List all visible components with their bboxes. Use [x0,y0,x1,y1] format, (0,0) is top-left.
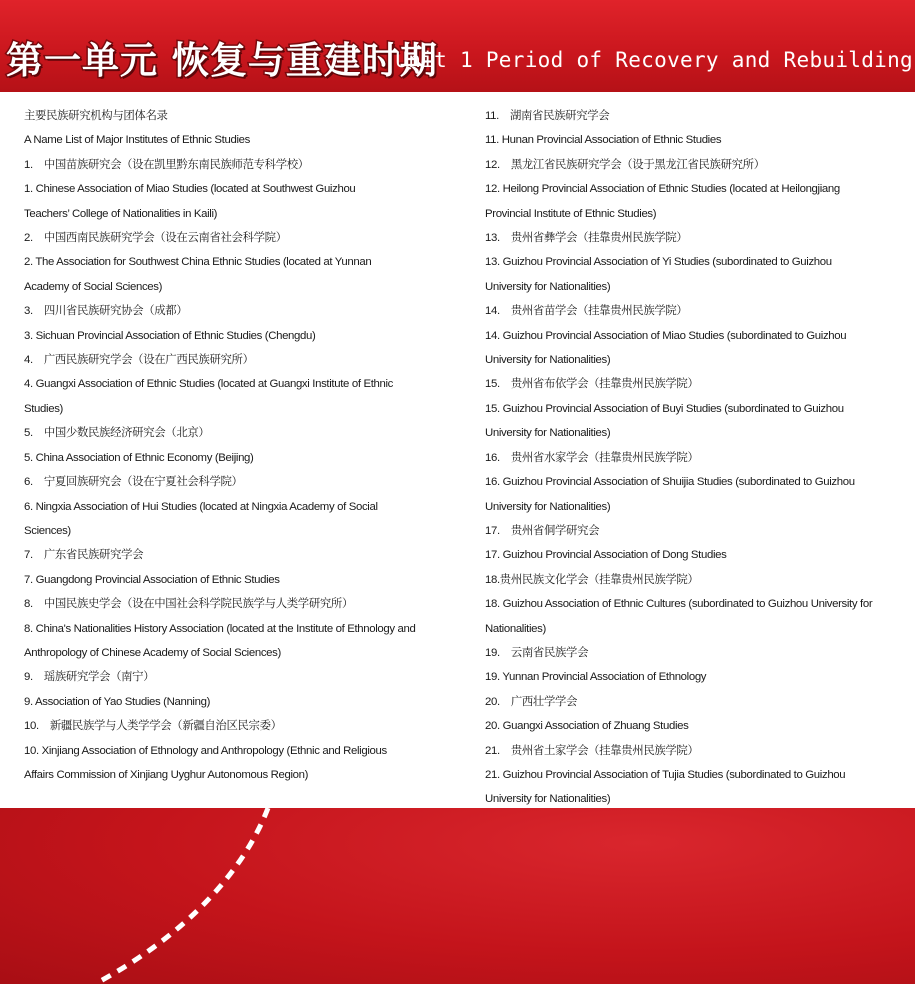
list-line: Sciences) [24,524,71,537]
list-line: 21. Guizhou Provincial Association of Tujia Studies (subordinated to Guizhou [485,768,846,781]
list-line: 8. 中国民族史学会（设在中国社会科学院民族学与人类学研究所） [24,598,353,611]
list-line: 6. 宁夏回族研究会（设在宁夏社会科学院） [24,476,243,489]
dashed-curve-decoration [0,808,915,984]
list-line: Studies) [24,402,63,415]
content-panel [0,92,915,808]
list-line: 15. 贵州省布依学会（挂靠贵州民族学院） [485,378,699,391]
list-line: 15. Guizhou Provincial Association of Buyi Studies (subordinated to Guizhou [485,402,844,415]
bottom-decoration [0,808,915,984]
list-line: Provincial Institute of Ethnic Studies) [485,207,657,220]
list-line: 9. Association of Yao Studies (Nanning) [24,695,211,708]
list-line: Academy of Social Sciences) [24,280,163,293]
list-line: 10. Xinjiang Association of Ethnology and Anthropology (Ethnic and Religious [24,744,387,757]
list-line: 4. 广西民族研究学会（设在广西民族研究所） [24,354,254,367]
list-line: 19. 云南省民族学会 [485,646,589,659]
list-line: 7. 广东省民族研究学会 [24,549,144,562]
list-line: University for Nationalities) [485,354,611,367]
right-column [485,104,905,812]
list-line: 4. Guangxi Association of Ethnic Studies (located at Guangxi Institute of Ethnic [24,378,394,391]
list-line: 1. 中国苗族研究会（设在凯里黔东南民族师范专科学校） [24,158,309,171]
list-line: A Name List of Major Institutes of Ethnic Studies [24,134,250,147]
list-line: 2. 中国西南民族研究学会（设在云南省社会科学院） [24,232,287,245]
list-line: 18. Guizhou Association of Ethnic Cultures (subordinated to Guizhou University for [485,598,873,611]
list-line: 16. 贵州省水家学会（挂靠贵州民族学院） [485,451,699,464]
list-line: 5. China Association of Ethnic Economy (Beijing) [24,451,254,464]
list-line: 12. Heilong Provincial Association of Ethnic Studies (located at Heilongjiang [485,183,840,196]
list-line: 21. 贵州省土家学会（挂靠贵州民族学院） [485,744,699,757]
list-line: University for Nationalities) [485,500,611,513]
list-line: 2. The Association for Southwest China Ethnic Studies (located at Yunnan [24,256,372,269]
list-line: Anthropology of Chinese Academy of Social Sciences) [24,646,281,659]
list-line: 7. Guangdong Provincial Association of Ethnic Studies [24,573,280,586]
list-line: 3. Sichuan Provincial Association of Ethnic Studies (Chengdu) [24,329,316,342]
page-title-english: Unit 1 Period of Recovery and Rebuilding [395,48,913,72]
list-line: 6. Ningxia Association of Hui Studies (located at Ningxia Academy of Social [24,500,378,513]
list-line: 13. Guizhou Provincial Association of Yi Studies (subordinated to Guizhou [485,256,832,269]
header-banner [0,0,915,92]
list-line: Teachers’ College of Nationalities in Kaili) [24,207,218,220]
list-line: 11. Hunan Provincial Association of Ethnic Studies [485,134,722,147]
list-line: 9. 瑶族研究学会（南宁） [24,671,155,684]
list-line: 8. China's Nationalities History Association (located at the Institute of Ethnology and [24,622,416,635]
page-title-chinese: 第一单元 恢复与重建时期 [6,38,438,82]
list-line: 主要民族研究机构与团体名录 [24,110,168,122]
list-line: 12. 黑龙江省民族研究学会（设于黑龙江省民族研究所） [485,158,765,171]
list-line: 13. 贵州省彝学会（挂靠贵州民族学院） [485,232,688,245]
list-line: Affairs Commission of Xinjiang Uyghur Autonomous Region) [24,768,309,781]
list-line: 20. Guangxi Association of Zhuang Studies [485,720,689,733]
left-column [24,104,444,787]
list-line: 17. Guizhou Provincial Association of Dong Studies [485,549,727,562]
list-line: 19. Yunnan Provincial Association of Ethnology [485,671,707,684]
list-line: 17. 贵州省侗学研究会 [485,524,600,537]
list-line: 3. 四川省民族研究协会（成都） [24,305,188,318]
list-line: 18.贵州民族文化学会（挂靠贵州民族学院） [485,573,699,586]
list-line: 16. Guizhou Provincial Association of Shuijia Studies (subordinated to Guizhou [485,476,855,489]
list-line: 5. 中国少数民族经济研究会（北京） [24,427,210,440]
list-line: 10. 新疆民族学与人类学学会（新疆自治区民宗委） [24,720,282,733]
list-line: University for Nationalities) [485,280,611,293]
list-line: 1. Chinese Association of Miao Studies (located at Southwest Guizhou [24,183,356,196]
list-line: 14. Guizhou Provincial Association of Miao Studies (subordinated to Guizhou [485,329,847,342]
list-line: 11. 湖南省民族研究学会 [485,110,610,122]
list-line: Nationalities) [485,622,546,635]
list-line: University for Nationalities) [485,793,611,806]
list-line: University for Nationalities) [485,427,611,440]
list-line: 14. 贵州省苗学会（挂靠贵州民族学院） [485,305,688,318]
list-line: 20. 广西壮学学会 [485,695,578,708]
